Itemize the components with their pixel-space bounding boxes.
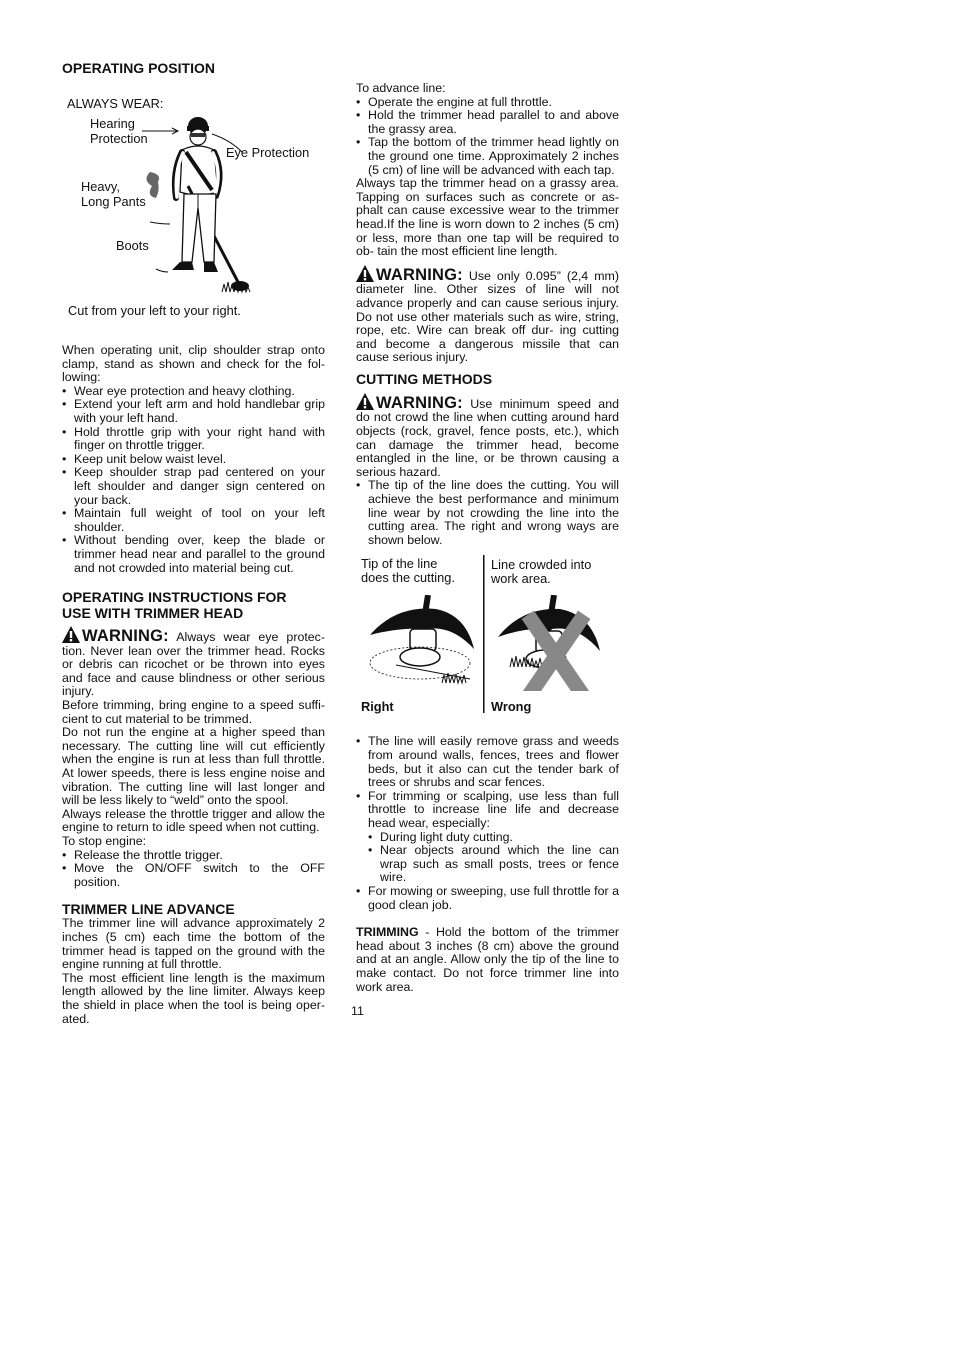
- eye-protection-label: Eye Protection: [226, 145, 310, 160]
- stop-engine-list: [62, 849, 325, 890]
- wrong-label: Wrong: [491, 699, 532, 715]
- list-item: • The tip of the line does the cutting. You will achieve the best performance and minimum line wear by not crowding the line into the cutting area. The right and wrong ways are shown below.: [356, 479, 619, 547]
- list-item: • Hold throttle grip with your right hand with finger on throttle trigger.: [62, 426, 325, 453]
- warning-triangle-icon: [356, 393, 374, 410]
- sub-list-item: • Near objects around which the line can wrap such as small posts, trees or fence wire.: [368, 844, 619, 885]
- line-diameter-warning: [356, 265, 619, 365]
- cut-direction-caption: Cut from your left to your right.: [68, 303, 241, 318]
- paragraph: Always release the throttle trigger and allow the engine to return to idle speed when not cutting.: [62, 806, 325, 835]
- operating-position-heading: OPERATING POSITION: [62, 60, 215, 76]
- paragraph: Always tap the trimmer head on a grassy area. Tapping on surfaces such as concrete or as- phalt can cause excessive wear to the trimmer head.If the line is worn down to 2 inches (5 cm) or less, more than one tap will be required to ob- tain the most efficient line length.: [356, 176, 619, 259]
- trimming-paragraph: [356, 926, 619, 994]
- list-item: • Without bending over, keep the blade or trimmer head near and parallel to the ground and not crowded into material being cut.: [62, 534, 325, 575]
- line-advance-heading: TRIMMER LINE ADVANCE: [62, 901, 235, 918]
- list-item: • Extend your left arm and hold handlebar grip with your left hand.: [62, 398, 325, 425]
- right-caption-2: does the cutting.: [361, 570, 455, 586]
- paragraph: The trimmer line will advance approximately 2 inches (5 cm) each time the bottom of the trimmer head is tapped on the ground with the engine running at full throttle.: [62, 916, 325, 972]
- trimmer-head-heading-2: USE WITH TRIMMER HEAD: [62, 605, 244, 622]
- left-column: [62, 60, 325, 1026]
- right-wrong-figure: [356, 555, 619, 721]
- paragraph: Do not run the engine at a higher speed than necessary. The cutting line will cut efficiently when the engine is run at less than full throttle. At lower speeds, there is less engine noise and vibration. The cutting line will last longer and will be less likely to “weld” onto the spool.: [62, 725, 325, 808]
- list-item: • Keep unit below waist level.: [62, 453, 325, 467]
- sub-list: [368, 831, 619, 885]
- list-item: • Wear eye protection and heavy clothing.: [62, 385, 325, 399]
- paragraph: To stop engine:: [62, 834, 147, 848]
- warning-triangle-icon: [62, 626, 80, 643]
- boots-label: Boots: [116, 238, 149, 253]
- paragraph: Before trimming, bring engine to a speed suffi- cient to cut material to be trimmed.: [62, 698, 325, 726]
- long-pants-label-1: Heavy,: [81, 179, 120, 194]
- cutting-tips-list: [356, 735, 619, 912]
- operator-illustration: [142, 112, 254, 298]
- right-way-illustration: [366, 595, 478, 689]
- divider-line: [483, 555, 485, 713]
- hearing-protection-label-1: Hearing: [90, 116, 135, 131]
- trimmer-head-warning: [62, 626, 325, 699]
- wrong-way-illustration: [496, 595, 608, 691]
- always-wear-label: ALWAYS WEAR:: [67, 96, 164, 111]
- warning-text: Always wear eye protec- tion. Never lean over the trimmer head. Rocks or debris can ricochet or be thrown into eyes and face and cause blindness or other serious injury.: [62, 630, 325, 699]
- warning-text: Use only 0.095” (2,4 mm) diameter line. Other sizes of line will not advance properly and can cause serious injury. Do not use other materials such as wire, string, rope, etc. Wire can break off dur- ing cutting and become a dangerous missile that can cause serious injury.: [356, 268, 619, 365]
- operating-position-figure: [62, 76, 325, 322]
- trimming-text: - Hold the bottom of the trimmer head about 3 inches (8 cm) above the ground and at an angle. Allow only the tip of the line to make contact. Do not force trimmer line into work area.: [356, 925, 619, 994]
- list-item: • Hold the trimmer head parallel to and above the grassy area.: [356, 109, 619, 136]
- advance-line-list: [356, 96, 619, 178]
- operating-position-list: [62, 385, 325, 575]
- long-pants-label-2: Long Pants: [81, 194, 146, 209]
- paragraph: The most efficient line length is the maximum length allowed by the line limiter. Always keep the shield in place when the tool is being oper- ated.: [62, 970, 325, 1026]
- warning-word: WARNING:: [376, 265, 463, 284]
- list-item: • For mowing or sweeping, use full throttle for a good clean job.: [356, 885, 619, 912]
- page-number: 11: [351, 1004, 364, 1018]
- list-item: • The line will easily remove grass and weeds from around walls, fences, trees and flower beds, but it also can cut the tender bark of trees or shrubs and scar fences.: [356, 735, 619, 789]
- cutting-methods-warning: [356, 393, 619, 480]
- list-item: • Maintain full weight of tool on your left shoulder.: [62, 507, 325, 534]
- list-item: • Tap the bottom of the trimmer head lightly on the ground one time. Approximately 2 inches (5 cm) of line will be advanced with each tap.: [356, 136, 619, 177]
- operating-position-intro: When operating unit, clip shoulder strap onto clamp, stand as shown and check for the fol- lowing:: [62, 343, 325, 385]
- list-item: • Move the ON/OFF switch to the OFF position.: [62, 862, 325, 889]
- warning-triangle-icon: [356, 265, 374, 282]
- list-item: [356, 790, 619, 885]
- paragraph: To advance line:: [356, 81, 446, 95]
- trimming-label: TRIMMING: [356, 925, 419, 940]
- wrong-caption-2: work area.: [491, 571, 551, 587]
- cutting-methods-heading: CUTTING METHODS: [356, 370, 493, 387]
- warning-text: Use minimum speed and do not crowd the line when cutting around hard objects (rock, gravel, fence posts, etc.), which can damage the trimmer head, become entangled in the line, or be thrown causing a serious hazard.: [356, 396, 619, 479]
- cutting-methods-list: [356, 479, 619, 547]
- right-column: [356, 62, 619, 994]
- right-caption-1: Tip of the line: [361, 556, 438, 572]
- list-item: • Release the throttle trigger.: [62, 849, 325, 863]
- sub-list-item: • During light duty cutting.: [368, 831, 619, 845]
- right-label: Right: [361, 699, 394, 715]
- hearing-protection-label-2: Protection: [90, 131, 148, 146]
- warning-word: WARNING:: [82, 627, 169, 646]
- warning-word: WARNING:: [376, 393, 463, 412]
- list-item: • Operate the engine at full throttle.: [356, 96, 619, 110]
- wrong-caption-1: Line crowded into: [491, 557, 592, 573]
- list-item: • Keep shoulder strap pad centered on your left shoulder and danger sign centered on your back.: [62, 466, 325, 507]
- trimmer-head-heading-1: OPERATING INSTRUCTIONS FOR: [62, 589, 287, 606]
- list-item-text: For trimming or scalping, use less than full throttle to increase line life and decrease head wear, especially:: [368, 788, 619, 830]
